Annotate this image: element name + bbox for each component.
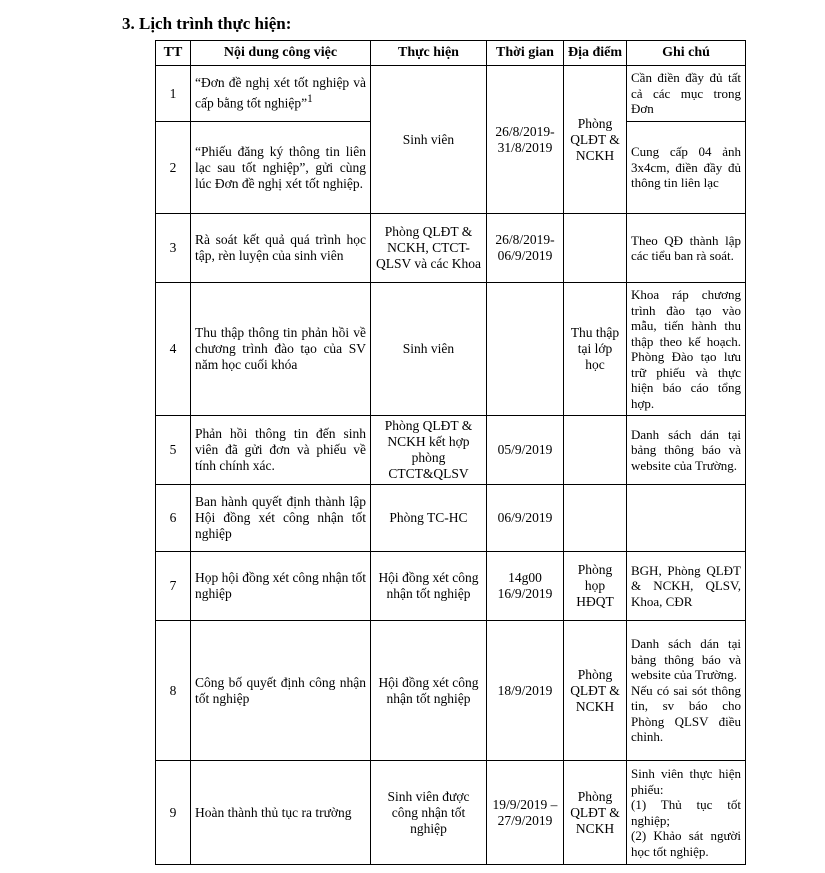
row-number: 8 [156, 621, 191, 761]
col-header-note: Ghi chú [627, 41, 746, 66]
table-row [156, 485, 746, 552]
note-cell: Danh sách dán tại bảng thông báo và website của Trường. [627, 416, 746, 485]
task-content: Phản hồi thông tin đến sinh viên đã gửi đơn và phiếu về tính chính xác. [191, 416, 371, 485]
task-content: Họp hội đồng xét công nhận tốt nghiệp [191, 552, 371, 621]
section-title: 3. Lịch trình thực hiện: [122, 14, 292, 33]
time-cell: 26/8/2019- 31/8/2019 [487, 66, 564, 214]
col-header-executor: Thực hiện [371, 41, 487, 66]
note-cell: Khoa ráp chương trình đào tạo vào mẫu, tiến hành thu thập theo kế hoạch. Phòng Đào tạo lưu trữ phiếu và thực hiện báo cáo tổng hợp. [627, 283, 746, 416]
footnote-marker: 1 [307, 93, 313, 106]
note-cell [627, 485, 746, 552]
schedule-table [155, 40, 746, 865]
place-cell: Phòng QLĐT & NCKH [564, 621, 627, 761]
table-row [156, 761, 746, 865]
time-cell: 19/9/2019 – 27/9/2019 [487, 761, 564, 865]
row-number: 2 [156, 122, 191, 214]
note-cell: Sinh viên thực hiện phiếu: (1) Thủ tục tốt nghiệp; (2) Khảo sát người học tốt nghiệp. [627, 761, 746, 865]
table-row [156, 416, 746, 485]
col-header-tt: TT [156, 41, 191, 66]
time-cell: 18/9/2019 [487, 621, 564, 761]
time-cell [487, 283, 564, 416]
col-header-time: Thời gian [487, 41, 564, 66]
row-number: 1 [156, 66, 191, 122]
task-content: “Phiếu đăng ký thông tin liên lạc sau tốt nghiệp”, gửi cùng lúc Đơn đề nghị xét tốt nghiệp. [191, 122, 371, 214]
place-cell [564, 485, 627, 552]
executor-cell: Phòng TC-HC [371, 485, 487, 552]
time-cell: 05/9/2019 [487, 416, 564, 485]
executor-cell: Hội đồng xét công nhận tốt nghiệp [371, 552, 487, 621]
place-cell [564, 214, 627, 283]
row-number: 9 [156, 761, 191, 865]
executor-cell: Sinh viên được công nhận tốt nghiệp [371, 761, 487, 865]
executor-cell: Phòng QLĐT & NCKH kết hợp phòng CTCT&QLSV [371, 416, 487, 485]
note-cell: Theo QĐ thành lập các tiểu ban rà soát. [627, 214, 746, 283]
note-cell: Cần điền đầy đủ tất cả các mục trong Đơn [627, 66, 746, 122]
task-content: Hoàn thành thủ tục ra trường [191, 761, 371, 865]
table-row [156, 214, 746, 283]
row-number: 3 [156, 214, 191, 283]
place-cell [564, 416, 627, 485]
note-cell: BGH, Phòng QLĐT & NCKH, QLSV, Khoa, CĐR [627, 552, 746, 621]
row-number: 6 [156, 485, 191, 552]
table-row [156, 283, 746, 416]
time-cell: 26/8/2019- 06/9/2019 [487, 214, 564, 283]
executor-cell: Hội đồng xét công nhận tốt nghiệp [371, 621, 487, 761]
note-cell: Danh sách dán tại bảng thông báo và website của Trường. Nếu có sai sót thông tin, sv báo cho Phòng QLSV điều chỉnh. [627, 621, 746, 761]
table-row [156, 66, 746, 122]
executor-cell: Phòng QLĐT & NCKH, CTCT-QLSV và các Khoa [371, 214, 487, 283]
place-cell: Phòng QLĐT & NCKH [564, 761, 627, 865]
task-content: Rà soát kết quả quá trình học tập, rèn luyện của sinh viên [191, 214, 371, 283]
task-content: Thu thập thông tin phản hồi về chương trình đào tạo của SV năm học cuối khóa [191, 283, 371, 416]
place-cell: Phòng QLĐT & NCKH [564, 66, 627, 214]
task-content: Ban hành quyết định thành lập Hội đồng xét công nhận tốt nghiệp [191, 485, 371, 552]
time-cell: 06/9/2019 [487, 485, 564, 552]
executor-cell: Sinh viên [371, 66, 487, 214]
table-row [156, 621, 746, 761]
executor-cell: Sinh viên [371, 283, 487, 416]
place-cell: Phòng họp HĐQT [564, 552, 627, 621]
row-number: 4 [156, 283, 191, 416]
time-cell: 14g00 16/9/2019 [487, 552, 564, 621]
place-cell: Thu thập tại lớp học [564, 283, 627, 416]
col-header-content: Nội dung công việc [191, 41, 371, 66]
task-content: Công bố quyết định công nhận tốt nghiệp [191, 621, 371, 761]
note-cell: Cung cấp 04 ảnh 3x4cm, điền đầy đủ thông tin liên lạc [627, 122, 746, 214]
row-number: 7 [156, 552, 191, 621]
col-header-place: Địa điểm [564, 41, 627, 66]
row-number: 5 [156, 416, 191, 485]
task-content: “Đơn đề nghị xét tốt nghiệp và cấp bằng tốt nghiệp”$^1$ [191, 66, 371, 122]
header-row [156, 41, 746, 66]
table-row [156, 552, 746, 621]
